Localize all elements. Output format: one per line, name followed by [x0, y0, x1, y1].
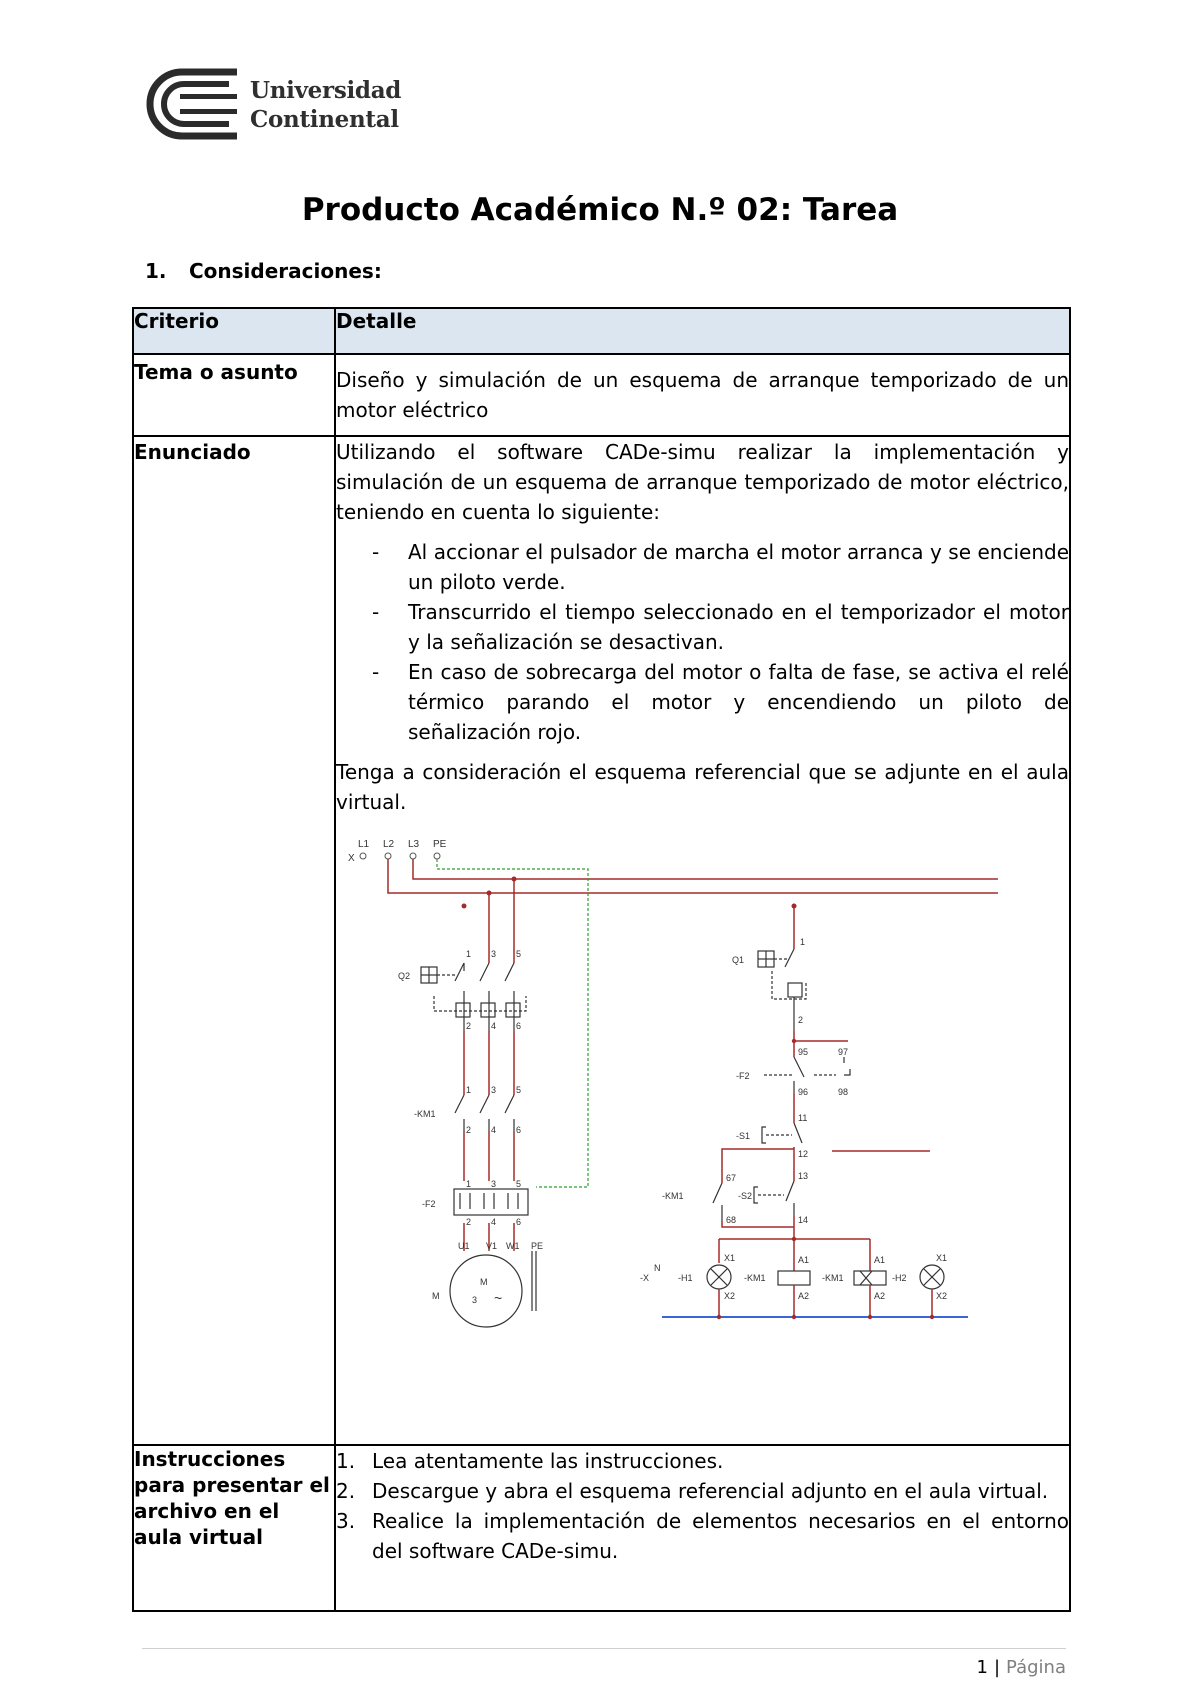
terminal-pe	[434, 853, 440, 859]
row-text-enunciado	[335, 436, 1070, 1445]
pin-label: 3	[491, 949, 497, 959]
pin-label: 6	[516, 1021, 522, 1031]
label-l1: L1	[358, 839, 370, 850]
footer-separator: |	[993, 1657, 1001, 1678]
label-pe: PE	[433, 839, 447, 850]
instruction-text: Lea atentamente las instrucciones.	[372, 1449, 724, 1473]
header-detalle: Detalle	[335, 308, 1070, 354]
label-l2: L2	[383, 839, 395, 850]
label-n: N	[654, 1263, 661, 1273]
page-title: Producto Académico N.º 02: Tarea	[301, 192, 899, 228]
list-item: 2. Descargue y abra el esquema referencial adjunto en el aula virtual.	[336, 1479, 1049, 1503]
instructions-list	[336, 1446, 1069, 1566]
list-item: - En caso de sobrecarga del motor o falta de fase, se activa el relé térmico parando el motor y encendiendo un piloto de señalización rojo.	[372, 660, 1069, 744]
pin-label: A2	[874, 1291, 886, 1301]
enunciado-intro: Utilizando el software CADe-simu realizar la implementación y simulación de un esquema de arranque temporizado de motor eléctrico, teniendo en cuenta lo siguiente:	[336, 440, 1069, 524]
instruction-text: Descargue y abra el esquema referencial adjunto en el aula virtual.	[372, 1479, 1049, 1503]
pin-label: 5	[516, 949, 522, 959]
label-km1-coil: -KM1	[744, 1273, 766, 1283]
footer-divider	[142, 1648, 1066, 1649]
considerations-table	[132, 307, 1071, 1612]
label-km1: -KM1	[414, 1109, 436, 1119]
label-h1: -H1	[678, 1273, 693, 1283]
section-heading	[145, 258, 382, 284]
pin-label: 4	[491, 1217, 497, 1227]
km1-coil	[778, 1271, 810, 1285]
junction	[792, 1237, 796, 1241]
pin-label: 5	[516, 1179, 522, 1189]
pin-label: 4	[491, 1125, 497, 1135]
pin-label: 2	[466, 1125, 472, 1135]
label-km1-timer: -KM1	[822, 1273, 844, 1283]
logo-text	[250, 76, 401, 134]
motor-label: M	[432, 1291, 440, 1301]
list-item: - Al accionar el pulsador de marcha el motor arranca y se enciende un piloto verde.	[372, 540, 1069, 594]
row-label-enunciado: Enunciado	[133, 436, 335, 1445]
bullet-text: En caso de sobrecarga del motor o falta de fase, se activa el relé térmico parando el motor y encendiendo un piloto de señalización rojo.	[408, 660, 1069, 744]
page-label: Página	[1006, 1657, 1066, 1678]
terminal-l1	[360, 853, 366, 859]
row-text-tema	[335, 354, 1070, 436]
motor-m: M	[480, 1277, 488, 1287]
label-f2: -F2	[422, 1199, 436, 1209]
terminal-l2	[385, 853, 391, 859]
label-q1: Q1	[732, 955, 745, 965]
junction	[792, 1039, 796, 1043]
motor-phase: 3	[472, 1295, 478, 1305]
pin-label: 6	[516, 1125, 522, 1135]
pin-label: 11	[798, 1113, 808, 1123]
row-label-tema: Tema o asunto	[133, 354, 335, 436]
label-s2: -S2	[738, 1191, 753, 1201]
pin-label: 2	[466, 1217, 472, 1227]
pin-label: A1	[874, 1255, 886, 1265]
list-item: 3. Realice la implementación de elementos necesarios en el entorno del software CADe-simu.	[336, 1509, 1069, 1563]
pin-label: 1	[466, 949, 472, 959]
pin-label: 3	[491, 1179, 497, 1189]
pin-label: X2	[936, 1291, 948, 1301]
row-label-instrucciones: Instrucciones para presentar el archivo en el aula virtual	[133, 1445, 335, 1611]
pin-label: 12	[798, 1149, 809, 1159]
list-item: 1. Lea atentamente las instrucciones.	[336, 1449, 724, 1473]
pin-label: 67	[726, 1173, 737, 1183]
label-x-lamp: -X	[640, 1273, 649, 1283]
motor-pin: U1	[458, 1241, 470, 1251]
label-km1-aux: -KM1	[662, 1191, 684, 1201]
pin-label: 13	[798, 1171, 809, 1181]
page-number: 1	[976, 1657, 988, 1678]
f2-thermal-relay	[454, 1189, 528, 1215]
pin-label: A2	[798, 1291, 810, 1301]
pin-label: 97	[838, 1047, 849, 1057]
km1-contacts	[455, 1095, 514, 1131]
table-row-tema	[133, 354, 1070, 436]
motor-tilde: ~	[494, 1290, 503, 1306]
pin-label: X2	[724, 1291, 736, 1301]
label-q2: Q2	[398, 971, 411, 981]
label-s1: -S1	[736, 1131, 751, 1141]
circuit-schematic	[336, 831, 1056, 1391]
q2-breaker	[421, 963, 526, 1031]
pin-label: 6	[516, 1217, 522, 1227]
pin-label: A1	[798, 1255, 810, 1265]
junction	[930, 1315, 934, 1319]
pin-label: 5	[516, 1085, 522, 1095]
pin-label: 2	[798, 1015, 804, 1025]
s1-stop-button	[762, 1123, 802, 1143]
list-item: - Transcurrido el tiempo seleccionado en el temporizador el motor y la señalización se desactivan.	[372, 600, 1069, 654]
table-row-instrucciones	[133, 1445, 1070, 1611]
pin-label: X1	[936, 1253, 948, 1263]
junction	[792, 1315, 796, 1319]
terminal-l3	[410, 853, 416, 859]
university-logo	[142, 68, 402, 140]
pin-label: 95	[798, 1047, 809, 1057]
motor-pin: W1	[506, 1241, 520, 1251]
motor-pin: PE	[531, 1241, 544, 1251]
bullet-text: Al accionar el pulsador de marcha el motor arranca y se enciende un piloto verde.	[408, 540, 1069, 594]
tema-text: Diseño y simulación de un esquema de arranque temporizado de un motor eléctrico	[336, 368, 1069, 422]
table-header-row	[133, 308, 1070, 354]
page-footer	[977, 1656, 1066, 1680]
motor	[450, 1251, 536, 1327]
pin-label: 2	[466, 1021, 472, 1031]
header-criterio: Criterio	[133, 308, 335, 354]
logo-line-2: Continental	[250, 106, 399, 133]
label-l3: L3	[408, 839, 420, 850]
pe-conductor	[437, 859, 588, 1187]
pin-label: 98	[838, 1087, 849, 1097]
logo-line-1: Universidad	[250, 77, 402, 104]
continental-logo-icon	[142, 68, 242, 140]
enunciado-note: Tenga a consideración el esquema referencial que se adjunte en el aula virtual.	[336, 760, 1069, 814]
label-x: X	[348, 853, 355, 864]
motor-pin: V1	[486, 1241, 498, 1251]
label-h2: -H2	[892, 1273, 907, 1283]
junction	[717, 1315, 721, 1319]
s2-start-button	[754, 1181, 794, 1216]
section-number: 1.	[145, 259, 167, 283]
bus-l3	[413, 859, 998, 879]
pin-label: 1	[466, 1179, 472, 1189]
pin-label: 68	[726, 1215, 737, 1225]
pin-label: 3	[491, 1085, 497, 1095]
junction	[868, 1315, 872, 1319]
label-f2-control: -F2	[736, 1071, 750, 1081]
enunciado-bullets	[336, 537, 1069, 747]
km1-aux-contact	[713, 1183, 722, 1221]
pin-label: 96	[798, 1087, 809, 1097]
pin-label: X1	[724, 1253, 736, 1263]
bus-l2	[388, 859, 998, 893]
instruction-text: Realice la implementación de elementos necesarios en el entorno del software CADe-simu.	[372, 1509, 1069, 1563]
table-row-enunciado	[133, 436, 1070, 1445]
junction	[462, 904, 467, 909]
bullet-text: Transcurrido el tiempo seleccionado en el temporizador el motor y la señalización se desactivan.	[408, 600, 1069, 654]
section-label: Consideraciones:	[189, 259, 382, 283]
pin-label: 1	[800, 937, 806, 947]
row-text-instrucciones	[335, 1445, 1070, 1611]
pin-label: 1	[466, 1085, 472, 1095]
pin-label: 4	[491, 1021, 497, 1031]
pin-label: 14	[798, 1215, 809, 1225]
